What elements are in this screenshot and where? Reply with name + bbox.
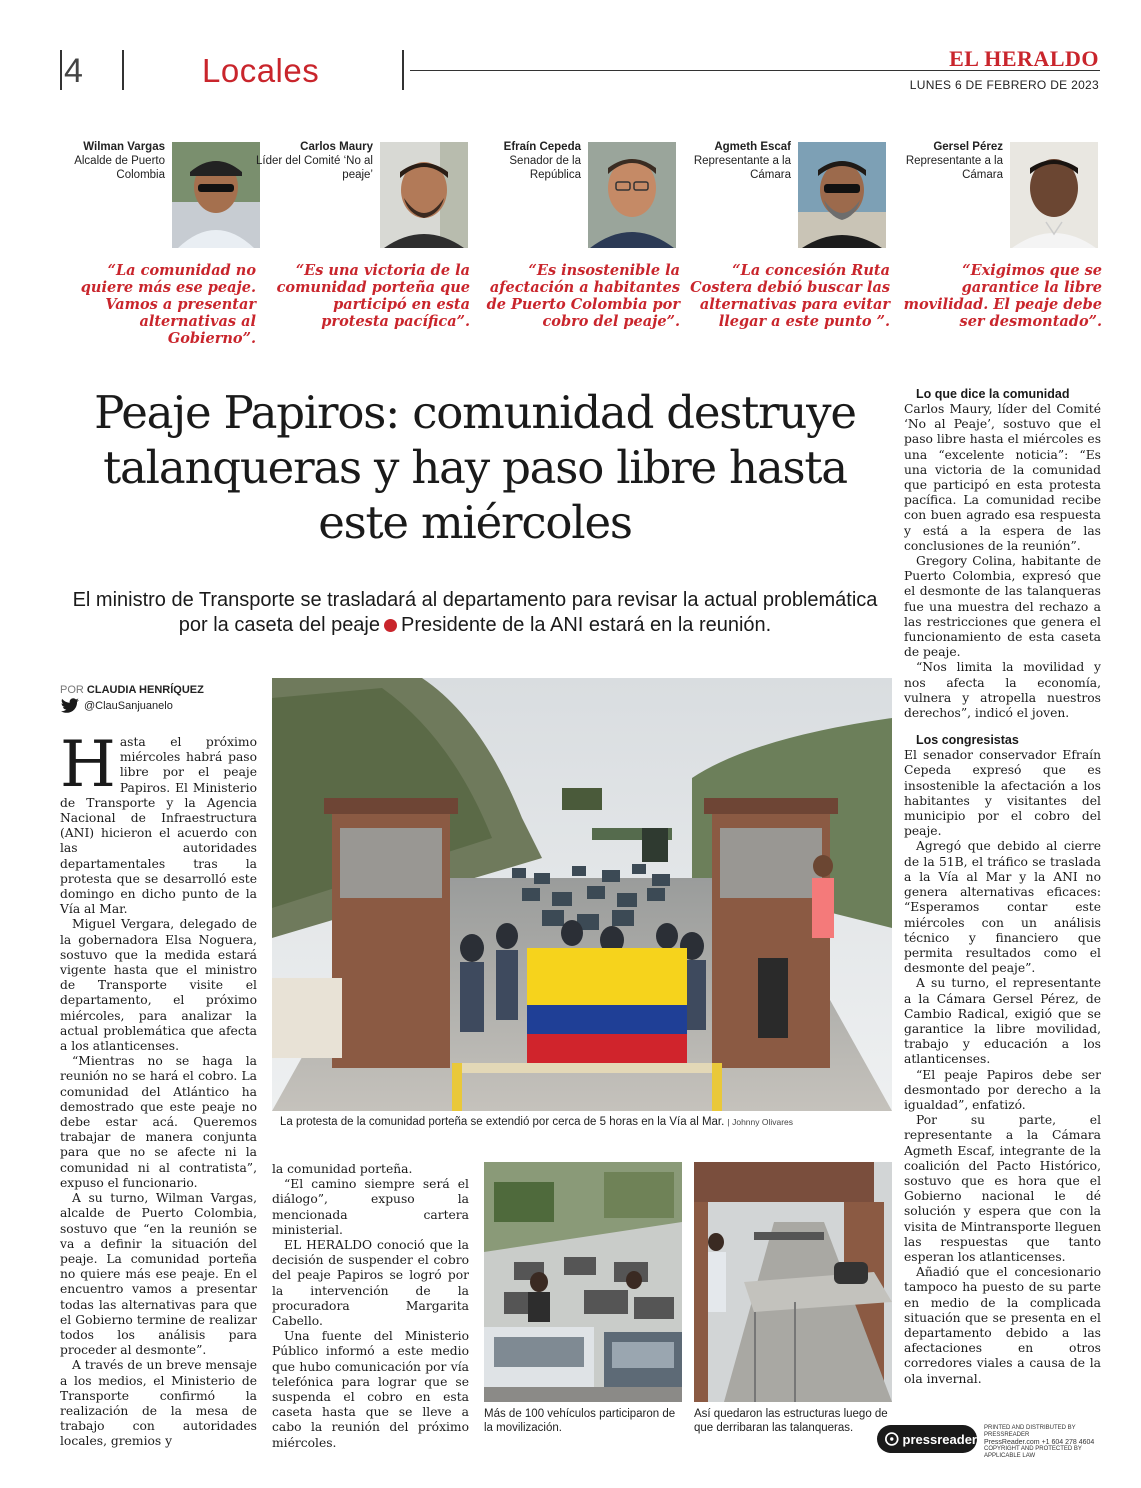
paragraph: EL HERALDO conoció que la decisión de suspender el cobro del peaje Papiros se logró por la intervención de la procuradora Margarita Cabello.	[272, 1238, 469, 1329]
paragraph: A su turno, el representante a la Cámara Gersel Pérez, de Cambio Radical, exigió que se garantice la libre movilidad, trabajo y educación a los atlanticenses.	[904, 976, 1101, 1067]
paragraph: Carlos Maury, líder del Comité ‘No al Peaje’, sostuvo que el paso libre hasta el miércoles es una “excelente noticia”: “Es una victoria de la comunidad que participó en esta protesta pacífica. La comunidad recibe con buen agrado esa respuesta y está a la espera de las conclusiones de la reunión”.	[904, 402, 1101, 553]
newspaper-brand: EL HERALDO	[949, 46, 1099, 71]
person-photo	[172, 142, 260, 248]
person-quote: “Es una victoria de la comunidad porteña que participó en esta protesta pacífica”.	[276, 262, 470, 330]
person-role: Líder del Comité ‘No al peaje’	[256, 155, 373, 181]
paragraph: “Nos limita la movilidad y nos afecta la economía, vulnera y atropella nuestros derechos”, indicó el joven.	[904, 660, 1101, 721]
caption-text: La protesta de la comunidad porteña se extendió por cerca de 5 horas en la Vía al Mar.	[280, 1116, 725, 1128]
pressreader-logo-text: pressreader	[902, 1431, 977, 1447]
bullet-dot	[384, 619, 397, 632]
article-column-3	[904, 387, 1101, 1387]
person-name: Efraín Cepeda	[503, 141, 581, 153]
paragraph: la comunidad porteña.	[272, 1162, 413, 1176]
toll-structure-photo	[694, 1162, 892, 1402]
article-column-2	[272, 1162, 469, 1451]
footer-line: PressReader.com +1 604 278 4604	[984, 1439, 1095, 1446]
person-quote: “La comunidad no quiere más ese peaje. Vamos a presentar alternativas al Gobierno”.	[80, 262, 256, 347]
paragraph: “El camino siempre será el diálogo”, expuso la mencionada cartera ministerial.	[272, 1177, 469, 1237]
person-role: Representante a la Cámara	[905, 155, 1003, 181]
paragraph: A su turno, Wilman Vargas, alcalde de Puerto Colombia, sostuvo que “en la reunión se va a definir la situación del peaje. La comunidad porteña no quiere más ese peaje. En el encuentro vamos a presentar todas las alternativas para que el Gobierno termine de realizar todos los análisis para proceder al desmonte”.	[60, 1191, 257, 1358]
paragraph: Una fuente del Ministerio Público informó a este medio que hubo comunicación por vía telefónica para lograr que se suspenda el cobro en esta caseta hasta que se lleve a cabo la reunión del próximo miércoles.	[272, 1329, 469, 1450]
article-headline: Peaje Papiros: comunidad destruye talanqueras y hay paso libre hasta este miércoles	[94, 386, 856, 549]
person-role: Representante a la Cámara	[693, 155, 791, 181]
drop-cap: H	[60, 728, 116, 802]
twitter-bird-icon	[60, 698, 80, 714]
header-divider-right	[402, 50, 404, 90]
paragraph: Miguel Vergara, delegado de la gobernadora Elsa Noguera, sostuvo que la medida estará vigente hasta que el ministro de Transporte visite el departamento, el próximo miércoles, para analizar la actual problemática que afecta a los atlanticenses.	[60, 917, 257, 1054]
header-divider-mid	[122, 50, 124, 90]
person-quote: “Exigimos que se garantice la libre movilidad. El peaje debe ser desmontado”.	[903, 262, 1102, 330]
person-photo	[798, 142, 886, 248]
subhead: Lo que dice la comunidad	[916, 387, 1070, 401]
vehicles-photo-caption: Más de 100 vehículos participaron de la movilización.	[484, 1408, 676, 1434]
person-role: Alcalde de Puerto Colombia	[74, 155, 165, 181]
paragraph: asta el próximo miércoles habrá paso libre por el peaje Papiros. El Ministerio de Transporte y la Agencia Nacional de Infraestructura (ANI) hicieron el acuerdo con las autoridades departamentales tras la protesta que se desarrolló este domingo en dicho punto de la Vía al Mar.	[60, 735, 257, 917]
paragraph: “Mientras no se haga la reunión no se hará el cobro. La comunidad del Atlántico ha demostrado que este peaje no debe estar acá. Queremos trabajar de manera conjunta para que no se afecte ni la comunidad ni al contratista”, expuso el funcionario.	[60, 1054, 257, 1190]
person-card-escaf	[686, 140, 886, 260]
byline-prefix: POR	[60, 684, 84, 696]
paragraph: Añadió que el concesionario tampoco ha puesto de su parte en medio de la complicada situación que se presenta en el departamento debido a las afectaciones en otros corredores viales a causa de la ola invernal.	[904, 1265, 1101, 1386]
photo-credit: | Johnny Olivares	[727, 1117, 794, 1127]
paragraph: Gregory Colina, habitante de Puerto Colombia, expresó que el desmonte de las talanqueras fue una muestra del rechazo a las restricciones que genera el funcionamiento de esta caseta de peaje.	[904, 554, 1101, 660]
main-photo-caption	[280, 1115, 900, 1129]
person-role: Senador de la República	[509, 155, 581, 181]
twitter-handle: @ClauSanjuanelo	[84, 700, 173, 712]
header-divider-left	[60, 50, 62, 90]
person-name: Carlos Maury	[300, 141, 373, 153]
paragraph: “El peaje Papiros debe ser desmontado por derecho a la igualdad”, enfatizó.	[904, 1067, 1101, 1112]
byline-author: CLAUDIA HENRÍQUEZ	[86, 684, 204, 696]
footer-copyright	[984, 1425, 1104, 1460]
paragraph: Agregó que debido al cierre de la 51B, el tráfico se traslada a la Vía al Mar y la ANI no genera alternativas eficaces: “Esperamos contar este miércoles con un análisis técnico y financiero que permita resultados como el desmonte del peaje”.	[904, 839, 1101, 976]
footer-line: COPYRIGHT AND PROTECTED BY APPLICABLE LAW	[984, 1446, 1082, 1459]
footer-line: PRINTED AND DISTRIBUTED BY PRESSREADER	[984, 1425, 1076, 1438]
person-quote: “La concesión Ruta Costera debió buscar las alternativas para evitar llegar a este punto ”.	[690, 262, 890, 330]
subhead: Los congresistas	[916, 733, 1019, 748]
issue-date: LUNES 6 DE FEBRERO DE 2023	[909, 78, 1099, 92]
pressreader-icon	[885, 1431, 899, 1447]
person-photo	[588, 142, 676, 248]
person-name: Gersel Pérez	[933, 141, 1003, 153]
page-number: 4	[64, 52, 83, 90]
person-name: Wilman Vargas	[83, 141, 165, 153]
vehicles-photo	[484, 1162, 682, 1402]
person-name: Agmeth Escaf	[714, 141, 791, 153]
person-card-vargas	[60, 140, 260, 260]
article-deck	[60, 588, 890, 638]
author-twitter	[60, 698, 173, 714]
article-column-1	[60, 728, 257, 1450]
paragraph: A través de un breve mensaje a los medios, el Ministerio de Transporte confirmó la realización de la mesa de trabajo con autoridades locales, gremios y	[60, 1358, 257, 1449]
paragraph: El senador conservador Efraín Cepeda expresó que es insostenible la afectación a los habitantes y visitantes del municipio por el cobro del peaje.	[904, 748, 1101, 839]
section-title: Locales	[202, 52, 320, 89]
person-card-maury	[256, 140, 468, 260]
deck-part-2: Presidente de la ANI estará en la reunión.	[401, 614, 772, 636]
person-card-cepeda	[476, 140, 676, 260]
main-protest-photo	[272, 678, 892, 1111]
pressreader-logo	[877, 1425, 977, 1453]
toll-photo-caption: Así quedaron las estructuras luego de que derribaran las talanqueras.	[694, 1408, 888, 1434]
person-photo	[380, 142, 468, 248]
person-card-perez	[898, 140, 1098, 260]
byline	[60, 684, 204, 696]
person-quote: “Es insostenible la afectación a habitantes de Puerto Colombia por cobro del peaje”.	[486, 262, 680, 330]
deck-part-1: El ministro de Transporte se trasladará al departamento para revisar la actual problemática por la caseta del peaje	[72, 589, 878, 636]
paragraph: Por su parte, el representante a la Cámara Agmeth Escaf, integrante de la coalición del Pacto Histórico, sostuvo que es hora que el Gobierno nacional le dé solución y espera que con la visita de Mintransporte lleguen las respuestas que tanto esperan los atlanticenses.	[904, 1113, 1101, 1264]
person-photo	[1010, 142, 1098, 248]
